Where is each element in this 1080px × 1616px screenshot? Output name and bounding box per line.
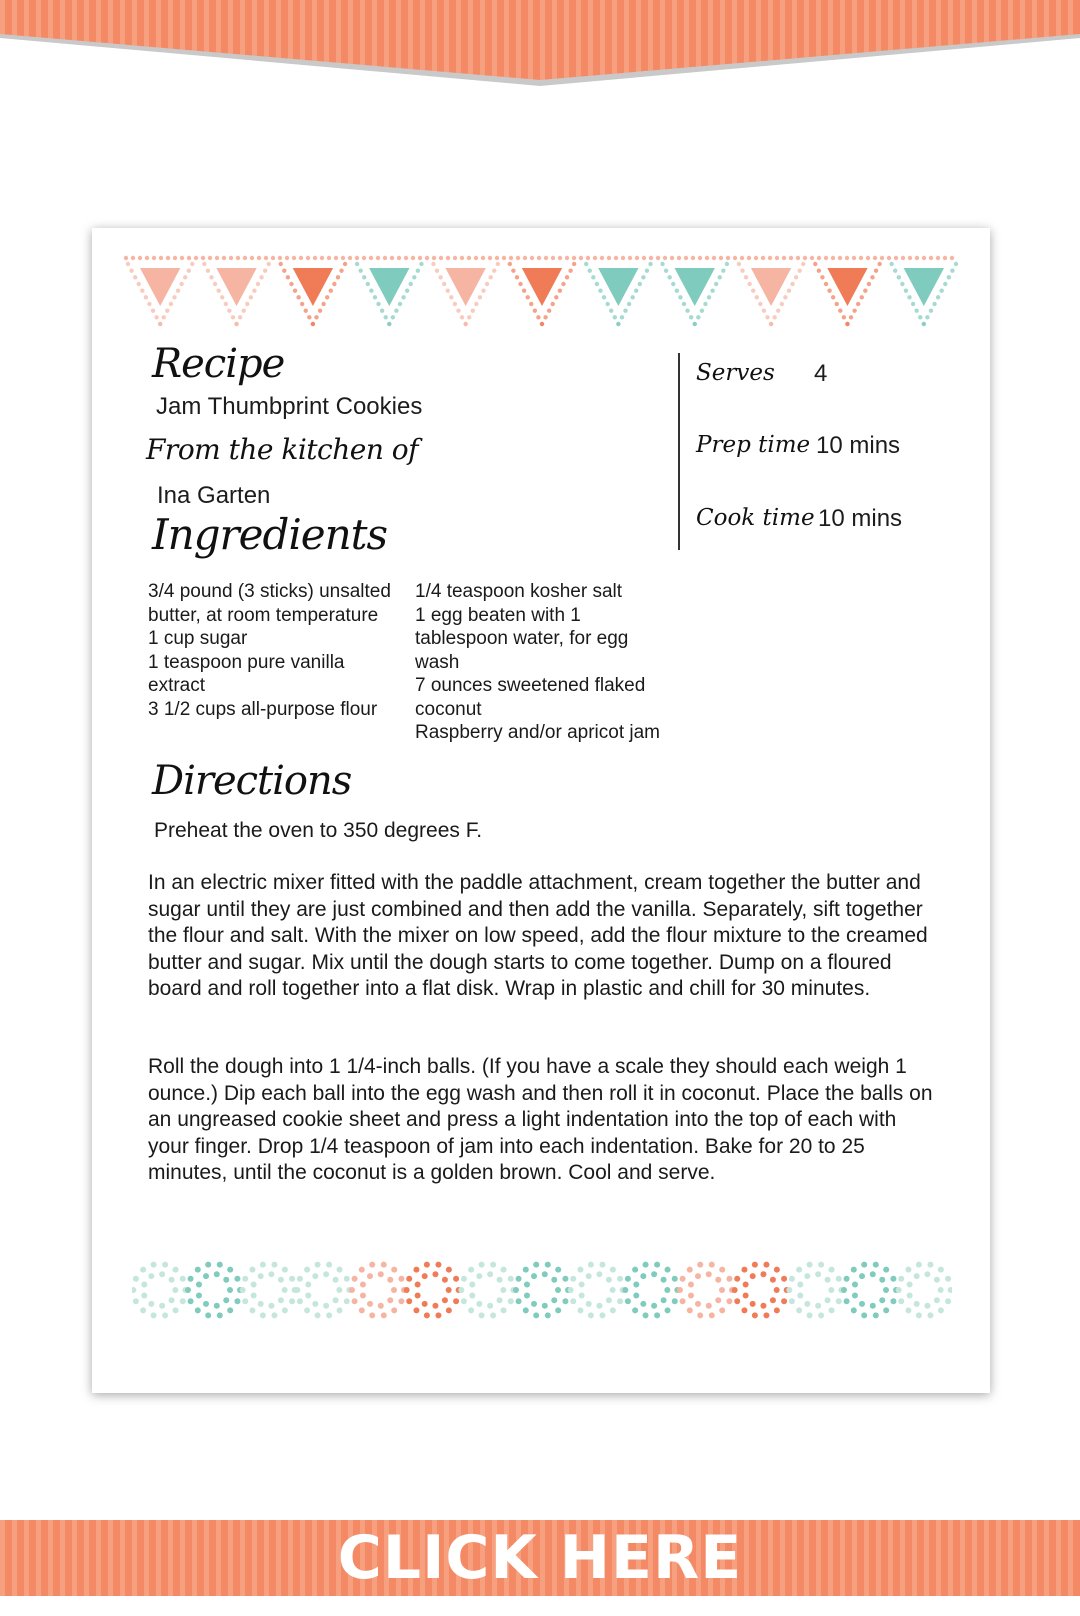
dotted-circle-icon	[841, 1262, 899, 1319]
recipe-label: Recipe	[152, 341, 285, 387]
bunting-flag-icon	[279, 262, 348, 326]
ingredient-item: 1/4 teaspoon kosher salt	[415, 581, 623, 602]
bunting-flag-icon	[660, 262, 729, 326]
recipe-name: Jam Thumbprint Cookies	[156, 393, 423, 420]
top-banner	[0, 0, 1080, 90]
serves-value: 4	[814, 360, 828, 387]
bunting-flag-icon	[202, 262, 271, 326]
ingredient-item: 3/4 pound (3 sticks) unsalted butter, at room temperature	[148, 581, 391, 626]
bunting-flag-icon	[355, 262, 424, 326]
bunting-flag-icon	[126, 262, 195, 326]
cook-time-label: Cook time	[696, 505, 815, 531]
dotted-circle-icon	[677, 1262, 735, 1319]
dotted-circle-icon	[132, 1262, 188, 1319]
direction-paragraph: In an electric mixer fitted with the paddle attachment, cream together the butter and sugar until they are just combined and then add the vanilla. Separately, sift together the flour and salt. With the mixer on low speed, add the flour mixture to the creamed butter and sugar. Mix until the dough starts to come together. Dump on a floured board and roll together into a flat disk. Wrap in plastic and chill for 30 minutes.	[148, 871, 928, 1000]
ingredient-item: 1 teaspoon pure vanilla extract	[148, 651, 345, 696]
ingredients-list-left	[148, 580, 400, 721]
dotted-circle-icon	[786, 1262, 844, 1319]
dotted-circle-icon	[458, 1262, 516, 1319]
dotted-circle-icon	[349, 1262, 407, 1319]
dotted-circle-icon	[404, 1262, 462, 1319]
click-here-label: CLICK HERE	[337, 1523, 743, 1593]
dotted-circle-icon	[568, 1262, 626, 1319]
directions-heading: Directions	[152, 758, 352, 804]
serves-label: Serves	[696, 360, 775, 386]
bunting-flag-icon	[584, 262, 653, 326]
ingredient-item: Raspberry and/or apricot jam	[415, 722, 660, 743]
info-divider	[678, 353, 680, 550]
bunting-flag-icon	[813, 262, 882, 326]
dotted-circle-icon	[622, 1262, 680, 1319]
cook-time-row	[696, 501, 976, 541]
ingredient-item: 1 egg beaten with 1 tablespoon water, for egg wash	[415, 604, 629, 673]
ingredients-heading: Ingredients	[152, 510, 388, 559]
kitchen-label: From the kitchen of	[146, 433, 418, 466]
ingredient-item: 3 1/2 cups all-purpose flour	[148, 698, 378, 720]
ingredient-item: 7 ounces sweetened flaked coconut	[415, 675, 646, 720]
dotted-circle-icon	[896, 1262, 952, 1319]
prep-time-label: Prep time	[696, 432, 811, 458]
direction-paragraph: Preheat the oven to 350 degrees F.	[154, 819, 483, 842]
click-here-button[interactable]	[0, 1520, 1080, 1596]
dotted-circle-icon	[294, 1262, 352, 1319]
serves-row	[696, 356, 976, 396]
recipe-card	[92, 228, 990, 1393]
bunting-flag-icon	[508, 262, 577, 326]
dotted-circle-icon	[513, 1262, 571, 1319]
dotted-circle-icon	[185, 1262, 243, 1319]
prep-time-row	[696, 428, 976, 468]
cook-time-value: 10 mins	[818, 505, 903, 532]
bunting-flag-icon	[889, 262, 958, 326]
direction-paragraph: Roll the dough into 1 1/4-inch balls. (If you have a scale they should each weigh 1 ounce.) Dip each ball into the egg wash and then roll it in coconut. Place the balls on an ungreased cookie sheet and press a light indentation into the top of each with your finger. Drop 1/4 teaspoon of jam into each indentation. Bake for 20 to 25 minutes, until the coconut is a golden brown. Cool and serve.	[148, 1055, 933, 1184]
bunting-flag-icon	[737, 262, 806, 326]
ingredients-list-right	[415, 580, 673, 745]
dotted-circles-border	[132, 1258, 952, 1322]
bunting-flag-icon	[431, 262, 500, 326]
dotted-circle-icon	[732, 1262, 790, 1319]
kitchen-name: Ina Garten	[157, 482, 271, 509]
prep-time-value: 10 mins	[816, 432, 901, 459]
dotted-circle-icon	[240, 1262, 298, 1319]
bunting-decoration	[122, 254, 962, 328]
ingredient-item: 1 cup sugar	[148, 628, 248, 649]
